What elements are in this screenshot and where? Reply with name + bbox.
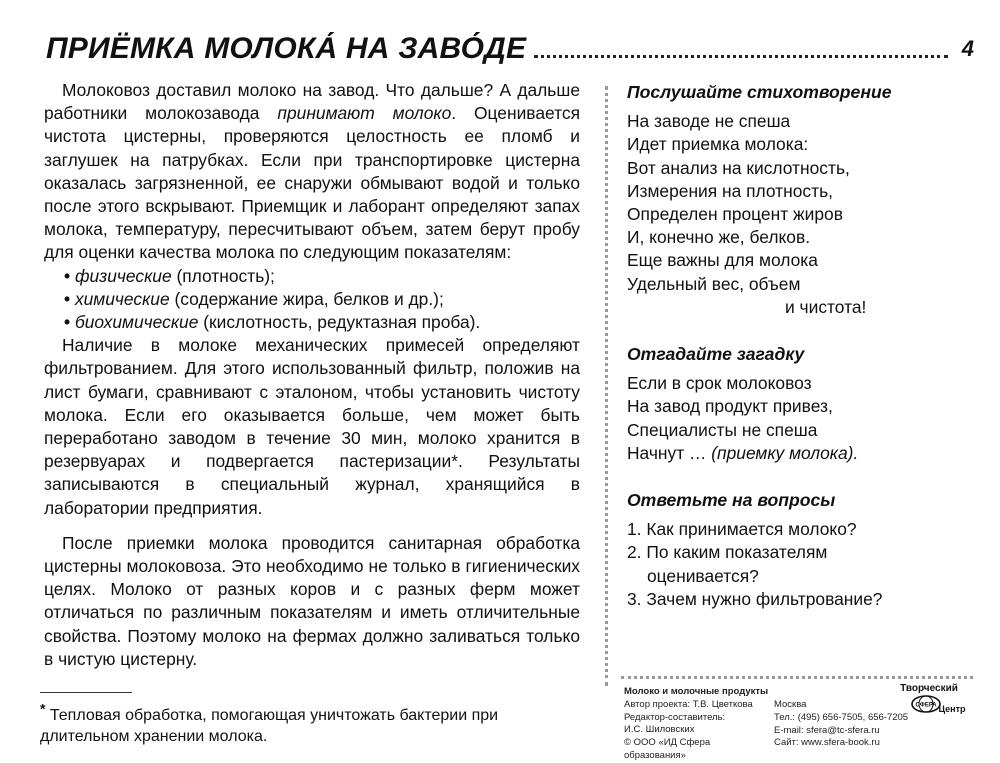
page-title: ПРИЁМКА МОЛОКА́ НА ЗАВО́ДЕ bbox=[46, 32, 527, 65]
email: E-mail: sfera@tc-sfera.ru bbox=[774, 724, 880, 736]
poem-line: и чистота! bbox=[785, 296, 867, 317]
footer-contacts bbox=[774, 699, 914, 750]
emphasis-accept-milk: принимают молоко bbox=[277, 103, 452, 124]
series-title: Молоко и молочные продукты bbox=[624, 686, 769, 697]
riddle-line: Специалисты не спеша bbox=[627, 419, 818, 440]
poem-section bbox=[627, 81, 977, 319]
sphere-logo-icon bbox=[896, 694, 966, 714]
svg-text:Центр: Центр bbox=[938, 704, 966, 714]
poem-line: Идет приемка молока: bbox=[627, 134, 809, 155]
list-item: • химические (содержание жира, белков и др.); bbox=[64, 288, 444, 309]
list-item: • биохимические (кислотность, редуктазная проба). bbox=[64, 312, 481, 333]
page-header bbox=[46, 26, 974, 66]
footnote: * Тепловая обработка, помогающая уничтожать бактерии при длительном хранении молока. bbox=[40, 700, 499, 745]
poem-line: Удельный вес, объем bbox=[627, 273, 801, 294]
question-item: 3. Зачем нужно фильтрование? bbox=[627, 588, 883, 609]
paragraph-sanitation: После приемки молока проводится санитарная обработка цистерны молоковоза. Это необходимо не только в гигиенических целях. Молоко от разных коров и с разных ферм может отличаться по различным показателям и иметь отличительные свойства. Поэтому молоко на фермах должно заливаться только в чистую цистерну. bbox=[44, 532, 580, 669]
indicators-list bbox=[44, 265, 580, 335]
riddle-line: На завод продукт привез, bbox=[627, 396, 833, 417]
riddle-line: Начнут … (приемку молока). bbox=[627, 442, 859, 463]
poem-line: Еще важны для молока bbox=[627, 250, 818, 271]
question-item: 2. По каким показателям bbox=[627, 542, 828, 563]
page-number: 4 bbox=[961, 36, 974, 61]
questions-section bbox=[627, 489, 977, 611]
poem-line: Вот анализ на кислотность, bbox=[627, 157, 850, 178]
footer-credits bbox=[624, 686, 774, 763]
copyright: © ООО «ИД Сфера образования» bbox=[624, 737, 711, 761]
column-divider bbox=[605, 86, 608, 686]
phone: Тел.: (495) 656-7505, 656-7205 bbox=[774, 711, 909, 723]
publisher-logo: Творческий СФЕРА Центр bbox=[896, 684, 962, 724]
riddle-title: Отгадайте загадку bbox=[627, 344, 805, 365]
footnote-divider bbox=[40, 692, 132, 693]
editor: И.С. Шиловских bbox=[624, 724, 695, 736]
questions-title: Ответьте на вопросы bbox=[627, 490, 836, 511]
city: Москва bbox=[774, 699, 807, 710]
riddle-line: Если в срок молоковоз bbox=[627, 373, 812, 394]
poem-line: И, конечно же, белков. bbox=[627, 227, 811, 248]
paragraph-filtering: Наличие в молоке механических примесей определяют фильтрованием. Для этого использованный фильтр, положив на лист бумаги, сравнивают с эталоном, чтобы установить чистоту молока. Если его оказывается больше, чем может быть переработано заводом в течение 30 мин, молоко хранится в резервуарах и подвергается пастеризации*. Результаты записываются в специальный журнал, хранящийся в лаборатории предприятия. bbox=[44, 335, 580, 518]
riddle-section bbox=[627, 343, 977, 465]
editor-label: Редактор-составитель: bbox=[624, 711, 726, 723]
poem-line: Измерения на плотность, bbox=[627, 180, 833, 201]
header-dotted-leader bbox=[534, 55, 947, 58]
question-item: оценивается? bbox=[647, 565, 759, 586]
author: Автор проекта: Т.В. Цветкова bbox=[624, 698, 753, 710]
question-item: 1. Как принимается молоко? bbox=[627, 519, 857, 540]
poem-title: Послушайте стихотворение bbox=[627, 82, 892, 102]
svg-text:СФЕРА: СФЕРА bbox=[915, 702, 937, 709]
footer-divider bbox=[621, 676, 973, 679]
sidebar bbox=[627, 81, 977, 635]
website: Сайт: www.sfera-book.ru bbox=[774, 737, 880, 749]
paragraph-intake: Молоковоз доставил молоко на завод. Что дальше? А дальше работники молокозавода принимают молоко. Оценивается чистота цистерны, проверяются целостность ее пломб и заглушек на патрубках. Если при транспортировке цистерна оказалась загрязненной, ее снаружи обмывают водой и только после этого вскрывают. Приемщик и лаборант определяют запах молока, температуру, пересчитывают объем, затем берут пробу для оценки качества молока по следующим показателям: bbox=[44, 80, 580, 263]
riddle-answer: (приемку молока). bbox=[711, 442, 859, 463]
poem-line: На заводе не спеша bbox=[627, 111, 791, 132]
main-text bbox=[44, 79, 580, 671]
list-item: • физические (плотность); bbox=[64, 265, 275, 286]
poem-line: Определен процент жиров bbox=[627, 204, 843, 225]
